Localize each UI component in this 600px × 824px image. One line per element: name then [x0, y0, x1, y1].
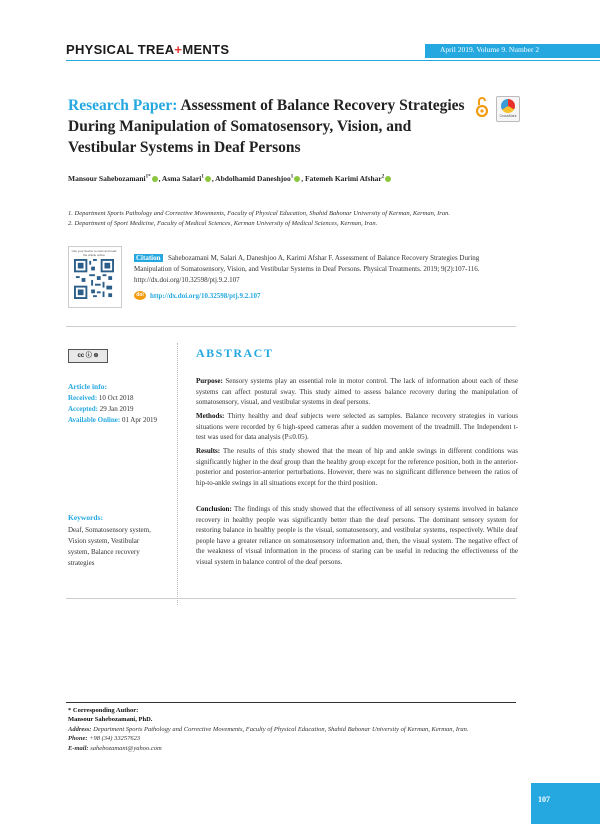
abstract-results: Results: The results of this study showed that the mean of hip and ankle swings in different conditions was significantly higher in the deaf group than the healthy group except for the reference position, both in the anterior-posterior and posterior-anterior perturbations. However, there was no significant difference between the ratios of hip-to-ankle swings in all situations except for the third position. [196, 447, 518, 487]
article-title: Research Paper: Assessment of Balance Recovery Strategies During Manipulation of Somatosensory, Vision, and Vestibular Systems in Deaf Persons [68, 97, 465, 156]
issue-info: April 2019. Volume 9. Number 2 [440, 45, 540, 54]
author: Mansour Sahebozamani$^{1*}$ [68, 174, 151, 183]
qr-code-icon[interactable] [74, 259, 114, 299]
journal-name: PHYSICAL TREA+MENTS [66, 42, 230, 57]
orcid-icon[interactable] [385, 176, 391, 182]
creative-commons-icon[interactable]: cc ⓘ ⊜ [68, 349, 108, 363]
author: , Fatemeh Karimi Afshar$^2$ [301, 174, 385, 183]
paper-type-label: Research Paper: [68, 97, 178, 114]
corresponding-author: * Corresponding Author: Mansour Sahebozamani, PhD. Address: Department Sports Pathology and Corrective Movements, Faculty of Physical Education, Shahid Bahonar University of Kerman, Kerman, Iran. Phone: +98 (34) 33257623 E-mail: sahebozamani@yahoo.com [68, 707, 469, 752]
section-divider [66, 326, 516, 327]
abstract-heading: ABSTRACT [196, 346, 274, 360]
keywords-heading: Keywords: [68, 513, 103, 522]
doi-icon: doi [134, 291, 146, 300]
column-divider [177, 343, 178, 605]
crossmark-icon[interactable] [496, 96, 520, 122]
doi-link[interactable]: http://dx.doi.org/10.32598/ptj.9.2.107 [150, 292, 261, 300]
orcid-icon[interactable] [205, 176, 211, 182]
author: , Asma Salari$^1$ [158, 174, 204, 183]
citation-label: Citation [136, 254, 161, 262]
keywords-list: Deaf, Somatosensory system, Vision system, Vestibular system, Balance recovery strategies [68, 526, 151, 567]
affiliation: 2. Department of Sport Medicine, Faculty of Medical Sciences, Kerman University of Medical Sciences, Kerman, Iran. [68, 220, 378, 227]
online-date: Available Online: 01 Apr 2019 [68, 416, 157, 424]
affiliations [68, 209, 450, 229]
abstract-methods: Methods: Thirty healthy and deaf subjects were selected as samples. Balance recovery strategies in various situations were recorded by 6 high-speed cameras after a sudden movement of the treadmill. The Independent t-test was used for data analysis (P≤0.05). [196, 412, 518, 442]
author: , Abdolhamid Daneshjoo$^1$ [211, 174, 294, 183]
article-info-heading: Article info: [68, 382, 107, 391]
crossmark-logo [501, 99, 515, 113]
section-divider [66, 598, 516, 599]
qr-caption: Use your device to scan and read the article online [71, 249, 117, 257]
open-access-icon [476, 96, 488, 118]
footnote-rule [66, 702, 516, 703]
abstract-purpose: Purpose: Sensory systems play an essential role in motor control. The lack of information about each of these systems can affect postural sway. This study aimed to assess balance recovery during the manipulation of somatosensory, visual, and vestibular systems in deaf persons. [196, 377, 518, 407]
orcid-icon[interactable] [294, 176, 300, 182]
affiliation: 1. Department Sports Pathology and Corrective Movements, Faculty of Physical Education, Shahid Bahonar University of Kerman, Kerman, Iran. [68, 210, 450, 217]
author-list [68, 174, 392, 183]
received-date: Received: 10 Oct 2018 [68, 394, 134, 402]
page-number: 107 [538, 795, 550, 804]
header-rule [66, 60, 600, 61]
email-link[interactable]: sahebozamani@yahoo.com [88, 744, 162, 752]
citation-text: Sahebozamani M, Salari A, Daneshjoo A, Karimi Afshar F. Assessment of Balance Recovery Strategies During Manipulation of Somatosensory, Vision, and Vestibular Systems in Deaf Persons. Physical Treatments. 2019; 9(2):107-116. http://dx.doi.org/10.32598/ptj.9.2.107 [134, 254, 480, 284]
orcid-icon[interactable] [152, 176, 158, 182]
accepted-date: Accepted: 29 Jan 2019 [68, 405, 134, 413]
abstract-conclusion: Conclusion: The findings of this study showed that the effectiveness of all sensory systems involved in balance recovery in healthy people was significantly better than the deaf persons. The dominant sensory system for restoring balance in healthy people is the visual, somatosensory, and vestibular systems, respectively. While deaf people have a greater reliance on somatosensory information and, then, the visual system. The negative effect of the weakness of visual information in the process of staring can be useful in reducing the effectiveness of the visual system in balance control of the deaf persons. [196, 505, 518, 566]
crossmark-label: CrossMark [499, 114, 517, 118]
